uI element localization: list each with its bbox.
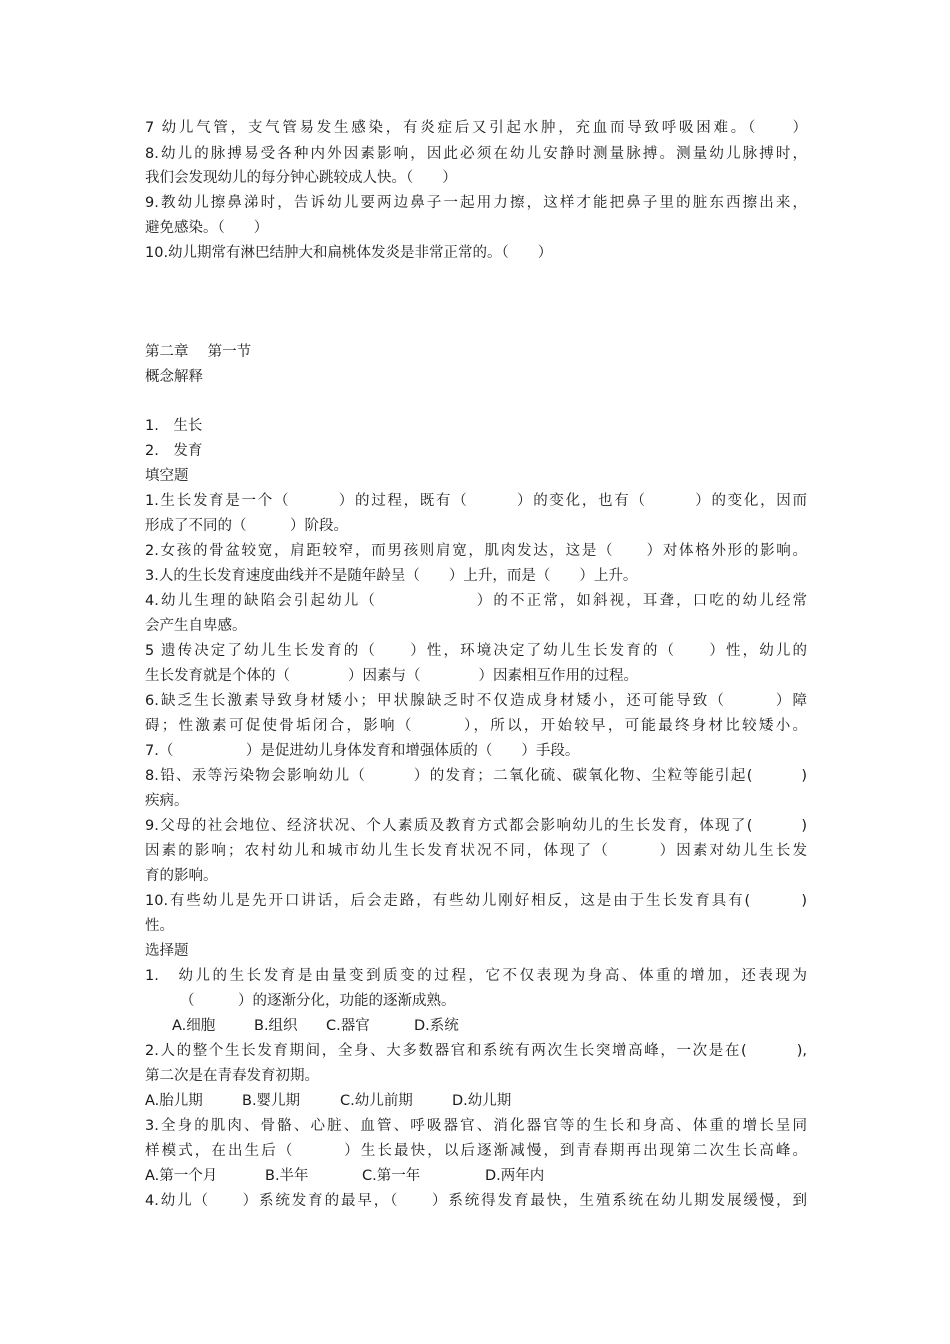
tf-q9-line2: 避免感染。（ ） xyxy=(145,220,269,236)
fill-q2: 2.女孩的骨盆较宽，肩距较窄，而男孩则肩宽，肌肉发达，这是（ ）对体格外形的影响。 xyxy=(145,543,807,559)
fill-q10-line1: 10.有些幼儿是先开口讲话，后会走路，有些幼儿刚好相反，这是由于生长发育具有( ) xyxy=(145,893,807,909)
option-a: A.胎儿期 xyxy=(145,1093,203,1109)
choice-q3-line1: 3.全身的肌肉、骨骼、心脏、血管、呼吸器官、消化器官等的生长和身高、体重的增长呈同 xyxy=(145,1118,807,1134)
fill-q6-line1: 6.缺乏生长激素导致身材矮小；甲状腺缺乏时不仅造成身材矮小，还可能导致（ ）障 xyxy=(145,693,807,709)
option-a: A.第一个月 xyxy=(145,1168,218,1184)
option-c: C.幼儿前期 xyxy=(340,1093,413,1109)
fill-q3: 3.人的生长发育速度曲线并不是随年龄呈（ ）上升，而是（ ）上升。 xyxy=(145,568,638,584)
option-a: A.细胞 xyxy=(172,1018,216,1034)
fill-q10-line2: 性。 xyxy=(145,918,174,934)
fill-q1-line2: 形成了不同的（ ）阶段。 xyxy=(145,518,348,534)
concept-heading: 概念解释 xyxy=(145,369,203,385)
choice-q4-line1: 4.幼儿（ ）系统发育的最早，（ ）系统得发育最快，生殖系统在幼儿期发展缓慢，到 xyxy=(145,1193,807,1209)
option-b: B.组织 xyxy=(254,1018,298,1034)
tf-q8-line2: 我们会发现幼儿的每分钟心跳较成人快。（ ） xyxy=(145,170,457,186)
option-b: B.婴儿期 xyxy=(242,1093,301,1109)
choice-heading: 选择题 xyxy=(145,943,189,959)
tf-q10: 10.幼儿期常有淋巴结肿大和扁桃体发炎是非常正常的。（ ） xyxy=(145,245,553,261)
fill-q7: 7.（ ）是促进幼儿身体发育和增强体质的（ ）手段。 xyxy=(145,743,580,759)
tf-q8-line1: 8.幼儿的脉搏易受各种内外因素影响，因此必须在幼儿安静时测量脉搏。测量幼儿脉搏时， xyxy=(145,146,807,162)
fill-q5-line1: 5 遗传决定了幼儿生长发育的（ ）性，环境决定了幼儿生长发育的（ ）性，幼儿的 xyxy=(145,643,807,659)
option-c: C.第一年 xyxy=(362,1168,421,1184)
fill-heading: 填空题 xyxy=(145,468,189,484)
fill-q4-line1: 4.幼儿生理的缺陷会引起幼儿（ ）的不正常，如斜视，耳聋，口吃的幼儿经常 xyxy=(145,593,807,609)
fill-q9-line3: 育的影响。 xyxy=(145,868,218,884)
option-d: D.幼儿期 xyxy=(452,1093,512,1109)
option-d: D.两年内 xyxy=(485,1168,545,1184)
concept-item-2: 2. 发育 xyxy=(145,443,203,459)
fill-q5-line2: 生长发育就是个体的（ ）因素与（ ）因素相互作用的过程。 xyxy=(145,668,638,684)
option-c: C.器官 xyxy=(326,1018,370,1034)
fill-q9-line1: 9.父母的社会地位、经济状况、个人素质及教育方式都会影响幼儿的生长发育，体现了( ) xyxy=(145,818,807,834)
choice-q2-options xyxy=(145,1091,511,1111)
option-b: B.半年 xyxy=(265,1168,309,1184)
fill-q4-line2: 会产生自卑感。 xyxy=(145,618,247,634)
fill-q1-line1: 1.生长发育是一个（ ）的过程，既有（ ）的变化，也有（ ）的变化，因而 xyxy=(145,493,807,509)
choice-q3-line2: 样模式，在出生后（ ）生长最快，以后逐渐减慢，到青春期再出现第二次生长高峰。 xyxy=(145,1143,807,1159)
choice-q2-line1: 2.人的整个生长发育期间，全身、大多数器官和系统有两次生长突增高峰，一次是在( ), xyxy=(145,1043,807,1059)
choice-q1-line1: 1. 幼儿的生长发育是由量变到质变的过程，它不仅表现为身高、体重的增加，还表现为 xyxy=(145,968,807,984)
choice-q3-options xyxy=(145,1166,544,1186)
fill-q6-line2: 碍；性激素可促使骨垢闭合，影响（ ），所以，开始较早，可能最终身材比较矮小。 xyxy=(145,718,807,734)
choice-q1-line2: （ ）的逐渐分化，功能的逐渐成熟。 xyxy=(180,993,456,1009)
fill-q9-line2: 因素的影响；农村幼儿和城市幼儿生长发育状况不同，体现了（ ）因素对幼儿生长发 xyxy=(145,843,807,859)
concept-item-1: 1. 生长 xyxy=(145,418,203,434)
fill-q8-line2: 疾病。 xyxy=(145,793,189,809)
tf-q9-line1: 9.教幼儿擦鼻涕时，告诉幼儿要两边鼻子一起用力擦，这样才能把鼻子里的脏东西擦出来， xyxy=(145,195,807,211)
tf-q7: 7 幼儿气管，支气管易发生感染，有炎症后又引起水肿，充血而导致呼吸困难。（ ） xyxy=(145,120,807,136)
option-d: D.系统 xyxy=(414,1018,459,1034)
fill-q8-line1: 8.铅、汞等污染物会影响幼儿（ ）的发育；二氧化硫、碳氧化物、尘粒等能引起( ) xyxy=(145,768,807,784)
choice-q2-line2: 第二次是在青春发育初期。 xyxy=(145,1068,319,1084)
choice-q1-options xyxy=(172,1016,459,1036)
chapter-heading: 第二章 第一节 xyxy=(145,344,252,360)
